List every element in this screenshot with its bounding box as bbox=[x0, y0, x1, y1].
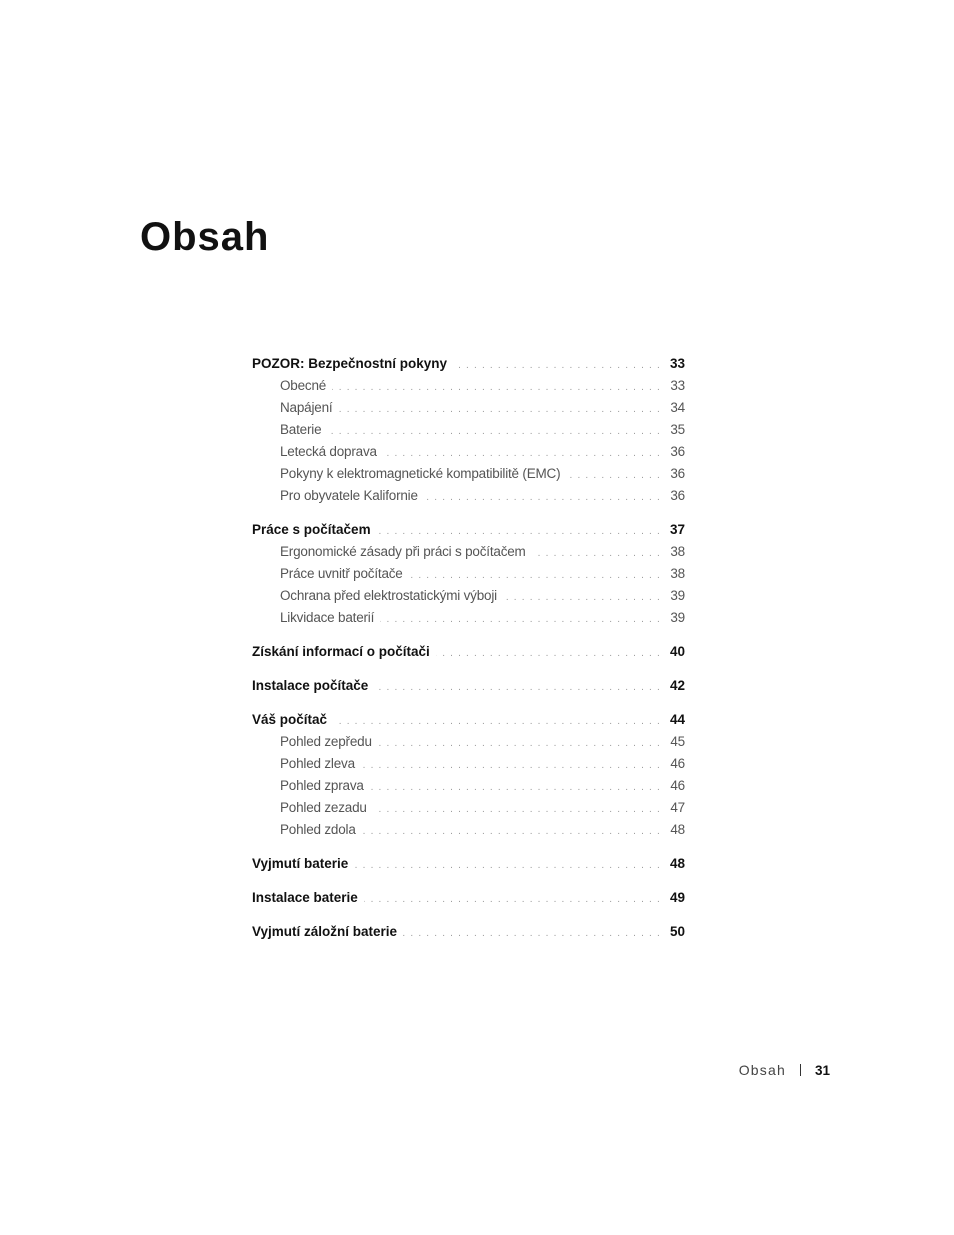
dot-leader bbox=[532, 543, 661, 565]
toc-subentry-title: Letecká doprava bbox=[280, 444, 377, 459]
toc-section bbox=[252, 853, 685, 875]
dot-leader bbox=[383, 443, 661, 465]
toc-entry[interactable] bbox=[252, 709, 685, 731]
toc-subentry[interactable] bbox=[252, 463, 685, 485]
toc-section bbox=[252, 353, 685, 507]
toc-subentry-title: Baterie bbox=[280, 422, 322, 437]
dot-leader bbox=[370, 777, 661, 799]
dot-leader bbox=[354, 855, 661, 877]
toc-entry-title: POZOR: Bezpečnostní pokyny bbox=[252, 356, 448, 371]
toc-entry-page: 40 bbox=[669, 644, 685, 659]
toc-section bbox=[252, 887, 685, 909]
dot-leader bbox=[503, 587, 661, 609]
dot-leader bbox=[436, 643, 661, 665]
toc-subentry-title: Ochrana před elektrostatickými výboji bbox=[280, 588, 497, 603]
toc-subentry-title: Napájení bbox=[280, 400, 333, 415]
dot-leader bbox=[424, 487, 661, 509]
dot-leader bbox=[378, 733, 661, 755]
dot-leader bbox=[362, 821, 661, 843]
toc-subentry-page: 36 bbox=[670, 466, 685, 481]
toc-subentry-page: 39 bbox=[670, 610, 685, 625]
toc-subentry-page: 45 bbox=[670, 734, 685, 749]
toc-entry-page: 49 bbox=[669, 890, 685, 905]
toc-subentry[interactable] bbox=[252, 419, 685, 441]
toc-subentry[interactable] bbox=[252, 397, 685, 419]
dot-leader bbox=[380, 609, 661, 631]
toc-section bbox=[252, 921, 685, 943]
toc-section bbox=[252, 675, 685, 697]
toc-entry-title: Vyjmutí baterie bbox=[252, 856, 349, 871]
toc-subentry-page: 38 bbox=[670, 566, 685, 581]
toc-entry-title: Instalace baterie bbox=[252, 890, 358, 905]
dot-leader bbox=[327, 421, 661, 443]
footer-running-title: Obsah bbox=[738, 1062, 786, 1078]
toc-entry-page: 37 bbox=[669, 522, 685, 537]
toc-entry-page: 42 bbox=[669, 678, 685, 693]
dot-leader bbox=[409, 565, 661, 587]
dot-leader bbox=[338, 399, 661, 421]
table-of-contents bbox=[252, 353, 685, 955]
toc-subentry[interactable] bbox=[252, 607, 685, 629]
toc-subentry-page: 47 bbox=[670, 800, 685, 815]
dot-leader bbox=[333, 711, 661, 733]
toc-subentry[interactable] bbox=[252, 775, 685, 797]
toc-section bbox=[252, 641, 685, 663]
footer-page-number: 31 bbox=[814, 1062, 830, 1078]
toc-entry[interactable] bbox=[252, 887, 685, 909]
footer-divider bbox=[800, 1064, 801, 1076]
toc-subentry-title: Pohled zepředu bbox=[280, 734, 372, 749]
toc-subentry-page: 33 bbox=[670, 378, 685, 393]
toc-section bbox=[252, 709, 685, 841]
toc-entry-page: 33 bbox=[669, 356, 685, 371]
toc-subentry-page: 48 bbox=[670, 822, 685, 837]
toc-subentry-page: 35 bbox=[670, 422, 685, 437]
toc-subentry-title: Pohled zprava bbox=[280, 778, 364, 793]
toc-entry-title: Instalace počítače bbox=[252, 678, 369, 693]
toc-subentry-page: 36 bbox=[670, 444, 685, 459]
toc-subentry-title: Práce uvnitř počítače bbox=[280, 566, 403, 581]
toc-entry[interactable] bbox=[252, 519, 685, 541]
toc-subentry[interactable] bbox=[252, 585, 685, 607]
toc-subentry-title: Pohled zezadu bbox=[280, 800, 367, 815]
toc-subentry[interactable] bbox=[252, 797, 685, 819]
page-footer bbox=[739, 1060, 830, 1080]
toc-subentry-title: Pokyny k elektromagnetické kompatibilitě (EMC) bbox=[280, 466, 561, 481]
toc-section bbox=[252, 519, 685, 629]
page-title: Obsah bbox=[140, 215, 270, 259]
toc-subentry[interactable] bbox=[252, 819, 685, 841]
toc-entry[interactable] bbox=[252, 921, 685, 943]
toc-subentry[interactable] bbox=[252, 541, 685, 563]
dot-leader bbox=[361, 755, 661, 777]
toc-entry[interactable] bbox=[252, 853, 685, 875]
toc-subentry-title: Pohled zdola bbox=[280, 822, 356, 837]
dot-leader bbox=[403, 923, 661, 945]
toc-subentry-page: 39 bbox=[670, 588, 685, 603]
toc-subentry[interactable] bbox=[252, 563, 685, 585]
toc-subentry-title: Pohled zleva bbox=[280, 756, 355, 771]
toc-subentry-page: 46 bbox=[670, 778, 685, 793]
dot-leader bbox=[364, 889, 661, 911]
dot-leader bbox=[453, 355, 661, 377]
toc-subentry-title: Likvidace baterií bbox=[280, 610, 375, 625]
toc-entry-title: Vyjmutí záložní baterie bbox=[252, 924, 398, 939]
toc-entry[interactable] bbox=[252, 675, 685, 697]
toc-subentry-page: 34 bbox=[670, 400, 685, 415]
dot-leader bbox=[374, 677, 661, 699]
toc-subentry-title: Pro obyvatele Kalifornie bbox=[280, 488, 418, 503]
toc-subentry-page: 36 bbox=[670, 488, 685, 503]
toc-subentry[interactable] bbox=[252, 731, 685, 753]
dot-leader bbox=[377, 521, 661, 543]
dot-leader bbox=[566, 465, 661, 487]
toc-subentry-page: 38 bbox=[670, 544, 685, 559]
dot-leader bbox=[332, 377, 661, 399]
toc-subentry-title: Ergonomické zásady při práci s počítačem bbox=[280, 544, 526, 559]
toc-subentry[interactable] bbox=[252, 753, 685, 775]
toc-entry-page: 48 bbox=[669, 856, 685, 871]
toc-subentry-title: Obecné bbox=[280, 378, 327, 393]
toc-entry-title: Váš počítač bbox=[252, 712, 328, 727]
dot-leader bbox=[373, 799, 661, 821]
toc-subentry[interactable] bbox=[252, 485, 685, 507]
toc-entry-title: Získání informací o počítači bbox=[252, 644, 430, 659]
toc-subentry-page: 46 bbox=[670, 756, 685, 771]
toc-entry-page: 50 bbox=[669, 924, 685, 939]
toc-entry[interactable] bbox=[252, 641, 685, 663]
toc-entry-page: 44 bbox=[669, 712, 685, 727]
toc-entry-title: Práce s počítačem bbox=[252, 522, 371, 537]
toc-subentry[interactable] bbox=[252, 375, 685, 397]
toc-entry[interactable] bbox=[252, 353, 685, 375]
toc-subentry[interactable] bbox=[252, 441, 685, 463]
